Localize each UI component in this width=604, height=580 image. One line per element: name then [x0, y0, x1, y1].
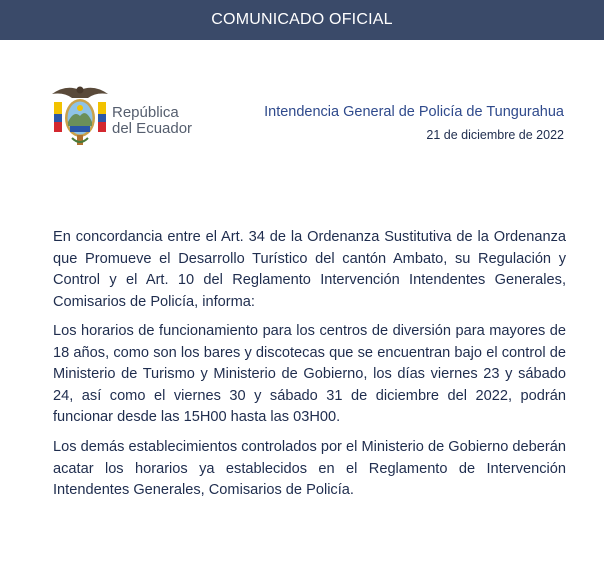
paragraph-schedule: Los horarios de funcionamiento para los centros de diversión para mayores de 18 años, como son los bares y discotecas que se encuentran bajo el control de Ministerio de Turismo y Ministerio de Gobierno, los días viernes 23 y sábado 24, así como el viernes 30 y sábado 31 de diciembre del 2022, podrán funcionar desde las 15H00 hasta las 03H00.	[53, 323, 566, 426]
issuer-name: Intendencia General de Policía de Tungurahua	[264, 104, 564, 120]
logo-line-2: del Ecuador	[112, 120, 193, 137]
issue-date: 21 de diciembre de 2022	[426, 128, 564, 142]
republica-del-ecuador-logo	[48, 80, 208, 150]
logo-wordmark	[112, 105, 192, 137]
header-bar	[0, 0, 604, 40]
paragraph-intro: En concordancia entre el Art. 34 de la Ordenanza Sustitutiva de la Ordenanza que Promueve el Desarrollo Turístico del cantón Ambato, su Regulación y Control y el Art. 10 del Reglamento Intervención Intendentes Generales, Comisarios de Policía, informa:	[53, 229, 566, 310]
paragraph-other-establishments: Los demás establecimientos controlados por el Ministerio de Gobierno deberán acatar los horarios ya establecidos en el Reglamento de Intervención Intendentes Generales, Comisarios de Policía.	[53, 439, 566, 499]
ecuador-coat-of-arms-icon	[48, 80, 112, 150]
header-title: COMUNICADO OFICIAL	[211, 11, 393, 28]
logo-line-1: República	[112, 104, 179, 121]
